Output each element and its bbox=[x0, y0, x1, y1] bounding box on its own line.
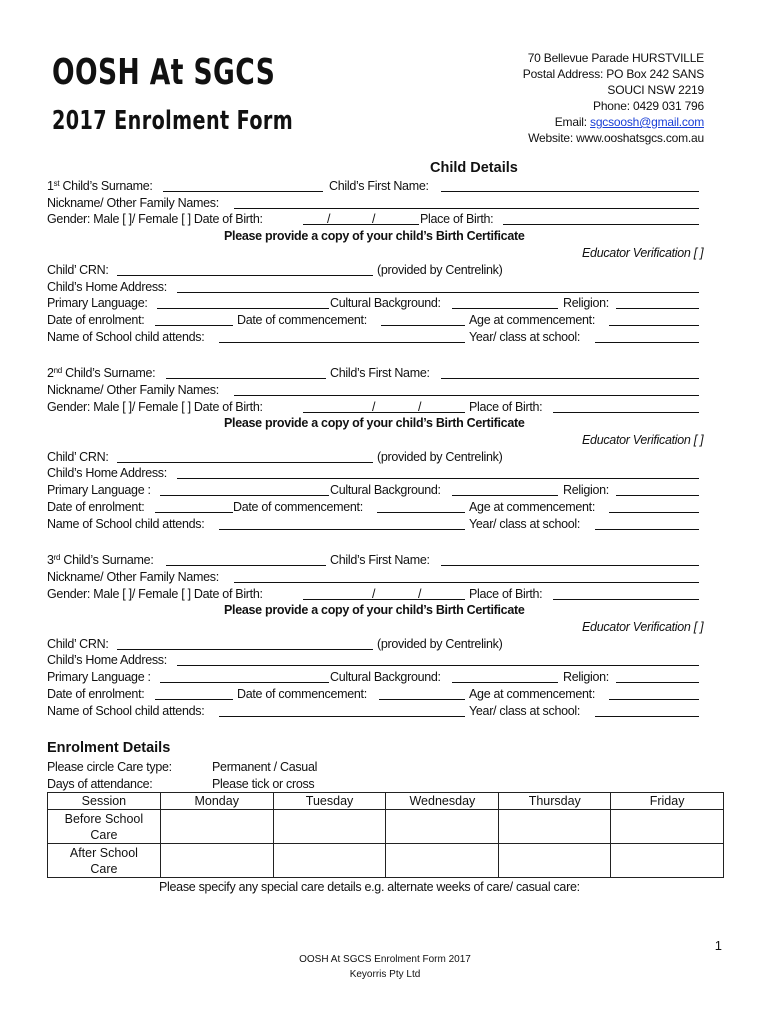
gender-dob-label: Gender: Male [ ]/ Female [ ] Date of Birth: bbox=[47, 400, 263, 414]
crn-label: Child’ CRN: bbox=[47, 637, 109, 651]
date-enrolment-field[interactable] bbox=[155, 687, 233, 700]
age-commencement-field[interactable] bbox=[609, 500, 699, 513]
date-enrolment-label: Date of enrolment: bbox=[47, 313, 145, 327]
crn-note: (provided by Centrelink) bbox=[377, 450, 503, 464]
school-field[interactable] bbox=[219, 517, 465, 530]
attendance-cell-wednesday[interactable] bbox=[386, 810, 499, 844]
place-of-birth-label: Place of Birth: bbox=[469, 400, 543, 414]
attendance-cell-tuesday[interactable] bbox=[273, 844, 386, 878]
days-attendance-instruction: Please tick or cross bbox=[212, 777, 315, 791]
special-care-note: Please specify any special care details e.g. alternate weeks of care/ casual care: bbox=[159, 880, 580, 894]
school-field[interactable] bbox=[219, 330, 465, 343]
educator-verification[interactable]: Educator Verification [ ] bbox=[582, 246, 704, 260]
table-row-after-school bbox=[48, 844, 724, 878]
date-commencement-field[interactable] bbox=[377, 500, 465, 513]
table-row-before-school bbox=[48, 810, 724, 844]
date-enrolment-label: Date of enrolment: bbox=[47, 687, 145, 701]
date-enrolment-field[interactable] bbox=[155, 500, 233, 513]
date-commencement-label: Date of commencement: bbox=[237, 687, 367, 701]
date-commencement-field[interactable] bbox=[379, 687, 465, 700]
religion-field[interactable] bbox=[616, 670, 699, 683]
attendance-cell-thursday[interactable] bbox=[499, 844, 611, 878]
dob-field[interactable] bbox=[303, 212, 419, 225]
nickname-field[interactable] bbox=[234, 383, 699, 396]
age-commencement-label: Age at commencement: bbox=[469, 687, 596, 701]
table-header-tuesday: Tuesday bbox=[273, 793, 386, 810]
days-attendance-label: Days of attendance: bbox=[47, 777, 153, 791]
table-header-thursday: Thursday bbox=[499, 793, 611, 810]
crn-label: Child’ CRN: bbox=[47, 450, 109, 464]
age-commencement-label: Age at commencement: bbox=[469, 500, 596, 514]
place-of-birth-field[interactable] bbox=[553, 400, 699, 413]
year-class-field[interactable] bbox=[595, 517, 699, 530]
attendance-cell-thursday[interactable] bbox=[499, 810, 611, 844]
attendance-cell-wednesday[interactable] bbox=[386, 844, 499, 878]
age-commencement-field[interactable] bbox=[609, 313, 699, 326]
crn-label: Child’ CRN: bbox=[47, 263, 109, 277]
year-class-field[interactable] bbox=[595, 330, 699, 343]
primary-language-label: Primary Language : bbox=[47, 670, 151, 684]
religion-field[interactable] bbox=[616, 483, 699, 496]
place-of-birth-label: Place of Birth: bbox=[420, 212, 494, 226]
date-commencement-field[interactable] bbox=[381, 313, 465, 326]
nickname-field[interactable] bbox=[234, 570, 699, 583]
crn-field[interactable] bbox=[117, 637, 373, 650]
child-details-heading: Child Details bbox=[430, 160, 518, 176]
nickname-label: Nickname/ Other Family Names: bbox=[47, 570, 219, 584]
cultural-background-label: Cultural Background: bbox=[330, 670, 441, 684]
website-line: Website: www.ooshatsgcs.com.au bbox=[528, 131, 704, 145]
gender-dob-label: Gender: Male [ ]/ Female [ ] Date of Birth: bbox=[47, 587, 263, 601]
cultural-background-label: Cultural Background: bbox=[330, 483, 441, 497]
nickname-field[interactable] bbox=[234, 196, 699, 209]
place-of-birth-field[interactable] bbox=[503, 212, 699, 225]
nickname-label: Nickname/ Other Family Names: bbox=[47, 383, 219, 397]
surname-field[interactable] bbox=[166, 366, 326, 379]
care-type-label: Please circle Care type: bbox=[47, 760, 172, 774]
date-commencement-label: Date of commencement: bbox=[233, 500, 363, 514]
first-name-label: Child’s First Name: bbox=[329, 179, 429, 193]
religion-label: Religion: bbox=[563, 296, 609, 310]
educator-verification[interactable]: Educator Verification [ ] bbox=[582, 620, 704, 634]
table-header-row bbox=[48, 793, 724, 810]
cultural-background-field[interactable] bbox=[452, 483, 558, 496]
crn-field[interactable] bbox=[117, 450, 373, 463]
contact-address-block bbox=[523, 50, 704, 146]
home-address-field[interactable] bbox=[177, 653, 699, 666]
attendance-cell-monday[interactable] bbox=[160, 810, 273, 844]
place-of-birth-label: Place of Birth: bbox=[469, 587, 543, 601]
cultural-background-label: Cultural Background: bbox=[330, 296, 441, 310]
first-name-label: Child’s First Name: bbox=[330, 366, 430, 380]
year-class-label: Year/ class at school: bbox=[469, 330, 581, 344]
date-enrolment-field[interactable] bbox=[155, 313, 233, 326]
primary-language-field[interactable] bbox=[157, 296, 329, 309]
email-line: Email: sgcsoosh@gmail.com bbox=[554, 115, 704, 129]
surname-field[interactable] bbox=[166, 553, 326, 566]
year-class-label: Year/ class at school: bbox=[469, 704, 581, 718]
address-line: Postal Address: PO Box 242 SANS bbox=[522, 67, 704, 81]
session-label-before-school: Before School Care bbox=[48, 810, 161, 844]
enrolment-details-heading: Enrolment Details bbox=[47, 740, 171, 756]
year-class-field[interactable] bbox=[595, 704, 699, 717]
home-address-label: Child’s Home Address: bbox=[47, 280, 167, 294]
primary-language-field[interactable] bbox=[160, 483, 329, 496]
care-type-options[interactable]: Permanent / Casual bbox=[212, 760, 318, 774]
first-name-field[interactable] bbox=[441, 553, 699, 566]
religion-label: Religion: bbox=[563, 670, 609, 684]
child-surname-label: 3rd Child’s Surname: bbox=[47, 553, 154, 567]
dob-field[interactable] bbox=[303, 400, 465, 413]
child-surname-label: 1st Child’s Surname: bbox=[47, 179, 153, 193]
school-label: Name of School child attends: bbox=[47, 330, 205, 344]
address-line: SOUCI NSW 2219 bbox=[607, 83, 704, 97]
child-surname-label: 2nd Child’s Surname: bbox=[47, 366, 156, 380]
table-header-session: Session bbox=[48, 793, 161, 810]
age-commencement-label: Age at commencement: bbox=[469, 313, 596, 327]
attendance-cell-monday[interactable] bbox=[160, 844, 273, 878]
first-name-field[interactable] bbox=[441, 179, 699, 192]
crn-note: (provided by Centrelink) bbox=[377, 263, 503, 277]
primary-language-label: Primary Language: bbox=[47, 296, 148, 310]
table-header-friday: Friday bbox=[611, 793, 724, 810]
cultural-background-field[interactable] bbox=[452, 670, 558, 683]
table-header-wednesday: Wednesday bbox=[386, 793, 499, 810]
first-name-label: Child’s First Name: bbox=[330, 553, 430, 567]
session-label-after-school: After School Care bbox=[48, 844, 161, 878]
educator-verification[interactable]: Educator Verification [ ] bbox=[582, 433, 704, 447]
gender-dob-label: Gender: Male [ ]/ Female [ ] Date of Birth: bbox=[47, 212, 263, 226]
school-label: Name of School child attends: bbox=[47, 704, 205, 718]
date-enrolment-label: Date of enrolment: bbox=[47, 500, 145, 514]
primary-language-label: Primary Language : bbox=[47, 483, 151, 497]
birth-cert-note: Please provide a copy of your child’s Birth Certificate bbox=[224, 229, 525, 243]
crn-field[interactable] bbox=[117, 263, 373, 276]
home-address-label: Child’s Home Address: bbox=[47, 653, 167, 667]
surname-field[interactable] bbox=[163, 179, 323, 192]
home-address-label: Child’s Home Address: bbox=[47, 466, 167, 480]
table-header-monday: Monday bbox=[160, 793, 273, 810]
cultural-background-field[interactable] bbox=[452, 296, 558, 309]
attendance-cell-friday[interactable] bbox=[611, 844, 724, 878]
date-commencement-label: Date of commencement: bbox=[237, 313, 367, 327]
dob-field[interactable] bbox=[303, 587, 465, 600]
attendance-table bbox=[47, 792, 724, 878]
year-class-label: Year/ class at school: bbox=[469, 517, 581, 531]
birth-cert-note: Please provide a copy of your child’s Birth Certificate bbox=[224, 416, 525, 430]
age-commencement-field[interactable] bbox=[609, 687, 699, 700]
birth-cert-note: Please provide a copy of your child’s Birth Certificate bbox=[224, 603, 525, 617]
place-of-birth-field[interactable] bbox=[553, 587, 699, 600]
form-title: OOSH At SGCS bbox=[52, 52, 276, 93]
primary-language-field[interactable] bbox=[160, 670, 329, 683]
home-address-field[interactable] bbox=[177, 280, 699, 293]
form-subtitle: 2017 Enrolment Form bbox=[52, 106, 294, 136]
school-label: Name of School child attends: bbox=[47, 517, 205, 531]
email-link[interactable]: sgcsoosh@gmail.com bbox=[590, 115, 704, 129]
religion-label: Religion: bbox=[563, 483, 609, 497]
school-field[interactable] bbox=[219, 704, 465, 717]
nickname-label: Nickname/ Other Family Names: bbox=[47, 196, 219, 210]
page-number: 1 bbox=[714, 938, 722, 953]
first-name-field[interactable] bbox=[441, 366, 699, 379]
home-address-field[interactable] bbox=[177, 466, 699, 479]
footer-form-name: OOSH At SGCS Enrolment Form 2017 bbox=[299, 954, 471, 965]
footer-company: Keyorris Pty Ltd bbox=[349, 969, 421, 980]
attendance-cell-tuesday[interactable] bbox=[273, 810, 386, 844]
address-line: 70 Bellevue Parade HURSTVILLE bbox=[527, 51, 704, 65]
attendance-cell-friday[interactable] bbox=[611, 810, 724, 844]
religion-field[interactable] bbox=[616, 296, 699, 309]
phone-line: Phone: 0429 031 796 bbox=[593, 99, 704, 113]
crn-note: (provided by Centrelink) bbox=[377, 637, 503, 651]
